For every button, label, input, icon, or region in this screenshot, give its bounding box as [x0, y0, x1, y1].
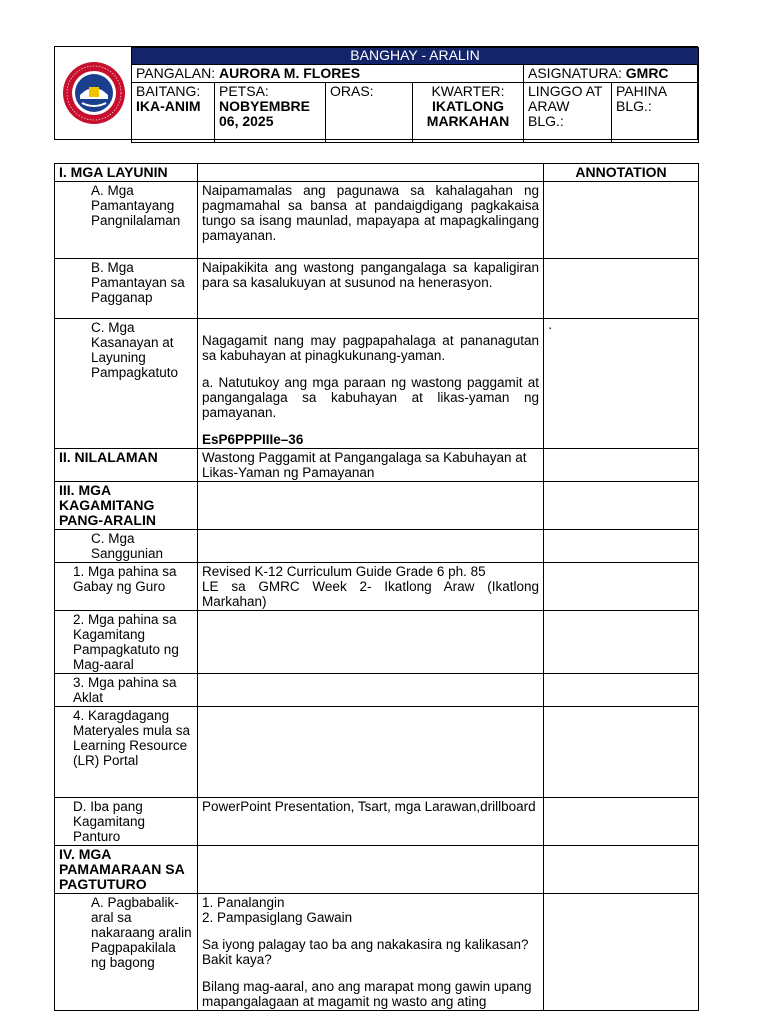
asignatura-field — [524, 65, 699, 83]
row-text-kasanayan — [198, 319, 544, 449]
petsa-value: NOBYEMBRE 06, 2025 — [219, 98, 311, 129]
row-label-aklat: 3. Mga pahina sa Aklat — [55, 674, 198, 707]
linggo-label: LINGGO AT ARAW BLG.: — [528, 83, 603, 129]
row-label-sanggunian: C. Mga Sanggunian — [55, 530, 198, 563]
baitang-label: BAITANG: — [136, 83, 201, 99]
nilalaman-text: Wastong Paggamit at Pangangalaga sa Kabuhayan at Likas-Yaman ng Pamayanan — [198, 449, 544, 482]
row-label-kasanayan: C. Mga Kasanayan at Layuning Pampagkatuto — [55, 319, 198, 449]
asignatura-label: ASIGNATURA: — [528, 65, 622, 81]
row-label-pagbabalik: A. Pagbabalik-aral sa nakaraang aralin Pagpapakilala ng bagong — [55, 894, 198, 1011]
header-table — [131, 47, 699, 143]
kasanayan-code: EsP6PPPIIIe–36 — [202, 432, 304, 447]
logo-cell — [55, 47, 132, 139]
section-kagamitan: III. MGA KAGAMITANG PANG-ARALIN — [55, 482, 198, 530]
pahina-label: PAHINA BLG.: — [616, 83, 667, 114]
petsa-label: PETSA: — [219, 83, 269, 99]
section-layunin: I. MGA LAYUNIN — [55, 164, 198, 182]
kasanayan-text-2: a. Natutukoy ang mga paraan ng wastong paggamit at pangangalaga sa kabuhayan at likas-yaman ng pamayanan. — [202, 375, 539, 420]
pangalan-label: PANGALAN: — [136, 65, 216, 81]
pahina-field — [612, 83, 699, 143]
pangalan-field — [132, 65, 524, 83]
pangalan-value: AURORA M. FLORES — [219, 65, 361, 81]
oras-label: ORAS: — [330, 83, 374, 99]
kwarter-label: KWARTER: — [431, 83, 505, 99]
kwarter-field — [413, 83, 524, 143]
gabay-text-2: LE sa GMRC Week 2- Ikatlong Araw (Ikatlong Markahan) — [202, 579, 539, 609]
row-text-pagganap: Naipakikita ang wastong pangangalaga sa kapaligiran para sa kasalukuyan at susunod na henerasyon. — [198, 259, 544, 319]
annotation-header: ANNOTATION — [544, 164, 699, 182]
section-pamamaraan: IV. MGA PAMAMARAAN SA PAGTUTURO — [55, 846, 198, 894]
row-label-pangnilalaman: A. Mga Pamantayang Pangnilalaman — [55, 182, 198, 259]
row-text-gabay — [198, 563, 544, 611]
pagbabalik-item-1: 1. Panalangin — [202, 895, 285, 910]
kwarter-value: IKATLONG MARKAHAN — [426, 98, 510, 129]
lesson-plan-table — [54, 163, 699, 1011]
row-label-kagamitang-mag-aaral: 2. Mga pahina sa Kagamitang Pampagkatuto ng Mag-aaral — [55, 611, 198, 674]
asignatura-value: GMRC — [625, 65, 669, 81]
kasanayan-text-1: Nagagamit nang may pagpapahalaga at pananagutan sa kabuhayan at pinagkukunang-yaman. — [202, 333, 539, 363]
oras-field — [326, 83, 413, 143]
pagbabalik-item-2: 2. Pampasiglang Gawain — [202, 910, 353, 925]
row-label-iba-pang: D. Iba pang Kagamitang Panturo — [55, 798, 198, 846]
row-text-iba-pang: PowerPoint Presentation, Tsart, mga Larawan,drillboard — [198, 798, 544, 846]
baitang-field — [132, 83, 215, 143]
row-label-karagdagang: 4. Karagdagang Materyales mula sa Learning Resource (LR) Portal — [55, 707, 198, 798]
school-seal-logo — [62, 61, 126, 125]
petsa-field — [215, 83, 326, 143]
linggo-field — [524, 83, 612, 143]
row-text-pagbabalik — [198, 894, 544, 1011]
pagbabalik-question-2: Bilang mag-aaral, ano ang marapat mong gawin upang mapangalagaan at magamit ng wasto ang ating — [202, 979, 532, 1009]
baitang-value: IKA-ANIM — [136, 98, 201, 114]
row-label-pagganap: B. Mga Pamantayan sa Pagganap — [55, 259, 198, 319]
pagbabalik-question-1: Sa iyong palagay tao ba ang nakakasira ng kalikasan? Bakit kaya? — [202, 937, 529, 967]
row-text-pangnilalaman: Naipamamalas ang pagunawa sa kahalagahan ng pagmamahal sa bansa at pandaigdigang pagkakaisa tungo sa isang maunlad, mapayapa at mapagkalingang pamayanan. — [198, 182, 544, 259]
kasanayan-annotation: · — [544, 319, 699, 449]
header-block — [54, 46, 698, 140]
gabay-text-1: Revised K-12 Curriculum Guide Grade 6 ph. 85 — [202, 564, 486, 579]
section-nilalaman: II. NILALAMAN — [55, 449, 198, 482]
document-title: BANGHAY - ARALIN — [132, 48, 699, 65]
row-label-gabay: 1. Mga pahina sa Gabay ng Guro — [55, 563, 198, 611]
